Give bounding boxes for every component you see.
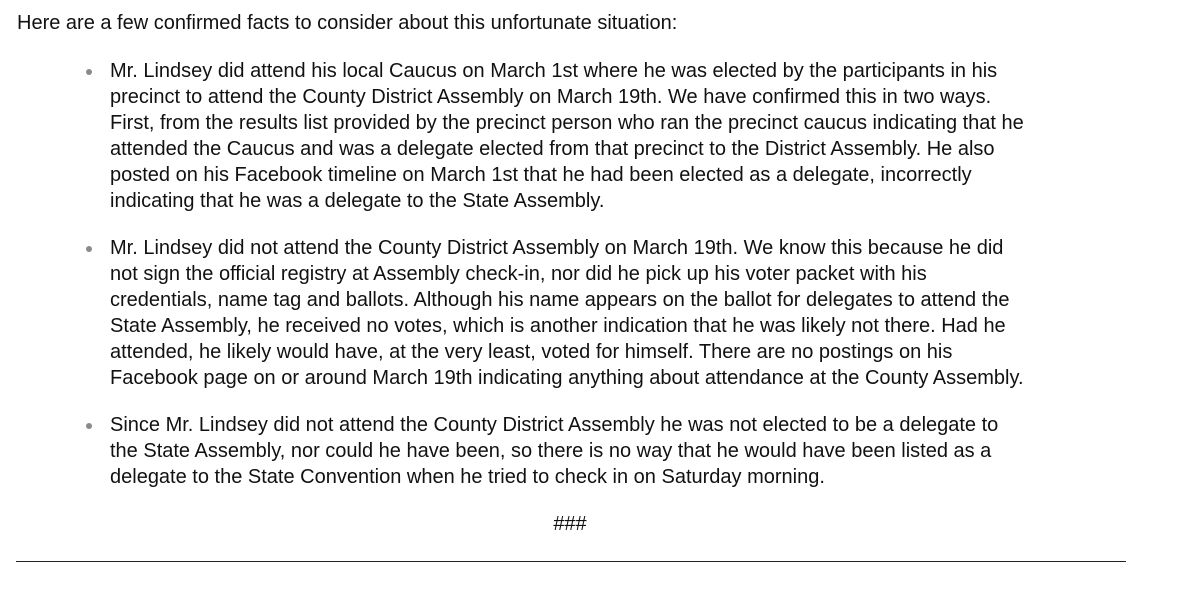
fact-item-2 <box>0 235 1200 391</box>
fact-2-line-2: not sign the official registry at Assembly check-in, nor did he pick up his voter packet with his <box>110 263 927 285</box>
fact-2-line-6: Facebook page on or around March 19th indicating anything about attendance at the County Assembly. <box>110 367 1024 389</box>
bullet-icon <box>86 69 92 75</box>
intro-paragraph: Here are a few confirmed facts to consider about this unfortunate situation: <box>17 12 678 34</box>
fact-3-line-3: delegate to the State Convention when he tried to check in on Saturday morning. <box>110 466 825 488</box>
bullet-icon <box>86 423 92 429</box>
fact-1-line-2: precinct to attend the County District Assembly on March 19th. We have confirmed this in two ways. <box>110 86 992 108</box>
fact-3-line-2: the State Assembly, nor could he have been, so there is no way that he would have been listed as a <box>110 440 992 462</box>
fact-2-line-1: Mr. Lindsey did not attend the County District Assembly on March 19th. We know this because he did <box>110 237 1004 259</box>
fact-2-line-5: attended, he likely would have, at the very least, voted for himself. There are no postings on his <box>110 341 953 363</box>
horizontal-divider <box>16 561 1126 562</box>
fact-3-line-1: Since Mr. Lindsey did not attend the County District Assembly he was not elected to be a delegate to <box>110 414 999 436</box>
fact-2-line-4: State Assembly, he received no votes, which is another indication that he was likely not there. Had he <box>110 315 1006 337</box>
fact-1-line-5: posted on his Facebook timeline on March 1st that he had been elected as a delegate, incorrectly <box>110 164 972 186</box>
fact-1-line-1: Mr. Lindsey did attend his local Caucus on March 1st where he was elected by the participants in his <box>110 60 998 82</box>
end-mark: ### <box>553 513 587 535</box>
fact-2-line-3: credentials, name tag and ballots. Although his name appears on the ballot for delegates to attend the <box>110 289 1010 311</box>
fact-1-line-4: attended the Caucus and was a delegate elected from that precinct to the District Assembly. He also <box>110 138 995 160</box>
facts-list <box>0 58 1200 511</box>
fact-1-line-6: indicating that he was a delegate to the State Assembly. <box>110 190 605 212</box>
fact-item-1 <box>0 58 1200 214</box>
bullet-icon <box>86 246 92 252</box>
fact-1-line-3: First, from the results list provided by the precinct person who ran the precinct caucus indicating that he <box>110 112 1024 134</box>
fact-item-3 <box>0 412 1200 490</box>
